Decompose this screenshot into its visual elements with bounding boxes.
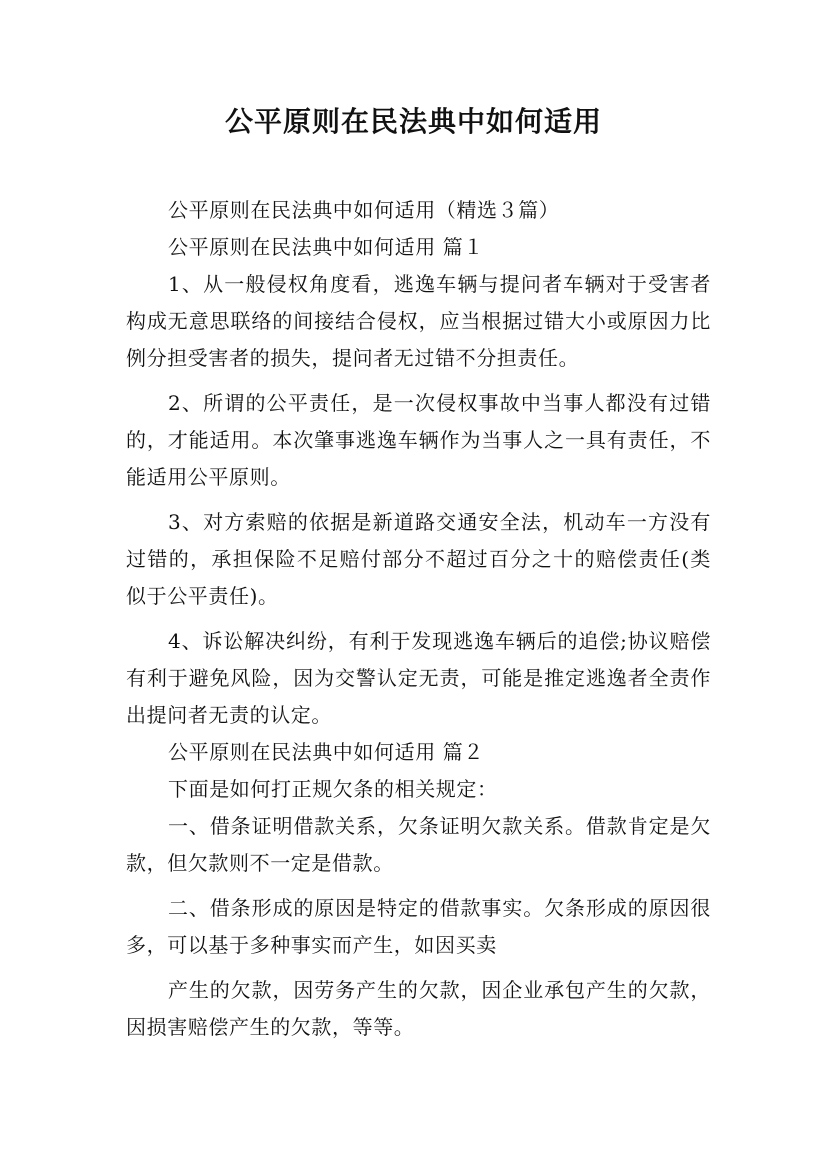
section-heading-2: 公平原则在民法典中如何适用 篇２ — [168, 740, 484, 764]
paragraph-6: 一、借条证明借款关系，欠条证明欠款关系。借款肯定是欠款，但欠款则不一定是借款。 — [126, 814, 711, 875]
paragraph-3: 3、对方索赔的依据是新道路交通安全法，机动车一方没有过错的，承担保险不足赔付部分不超过百分之十的赔偿责任(类似于公平责任)。 — [126, 510, 711, 608]
paragraph-8: 产生的欠款，因劳务产生的欠款，因企业承包产生的欠款，因损害赔偿产生的欠款，等等。 — [126, 978, 711, 1039]
section-heading-1: 公平原则在民法典中如何适用 篇１ — [168, 235, 484, 259]
document-body — [126, 192, 711, 1046]
paragraph-2: 2、所谓的公平责任，是一次侵权事故中当事人都没有过错的，才能适用。本次肇事逃逸车辆作为当事人之一具有责任，不能适用公平原则。 — [126, 391, 711, 489]
paragraph-1: 1、从一般侵权角度看，逃逸车辆与提问者车辆对于受害者构成无意思联络的间接结合侵权，应当根据过错大小或原因力比例分担受害者的损失，提问者无过错不分担责任。 — [126, 272, 711, 370]
paragraph-5: 下面是如何打正规欠条的相关规定： — [168, 777, 498, 801]
document-title: 公平原则在民法典中如何适用 — [224, 105, 602, 138]
paragraph-7: 二、借条形成的原因是特定的借款事实。欠条形成的原因很多，可以基于多种事实而产生，如因买卖 — [126, 896, 711, 957]
document-subtitle: 公平原则在民法典中如何适用（精选３篇） — [168, 198, 560, 222]
paragraph-4: 4、诉讼解决纠纷，有利于发现逃逸车辆后的追偿;协议赔偿有利于避免风险，因为交警认定无责，可能是推定逃逸者全责作出提问者无责的认定。 — [126, 629, 711, 727]
